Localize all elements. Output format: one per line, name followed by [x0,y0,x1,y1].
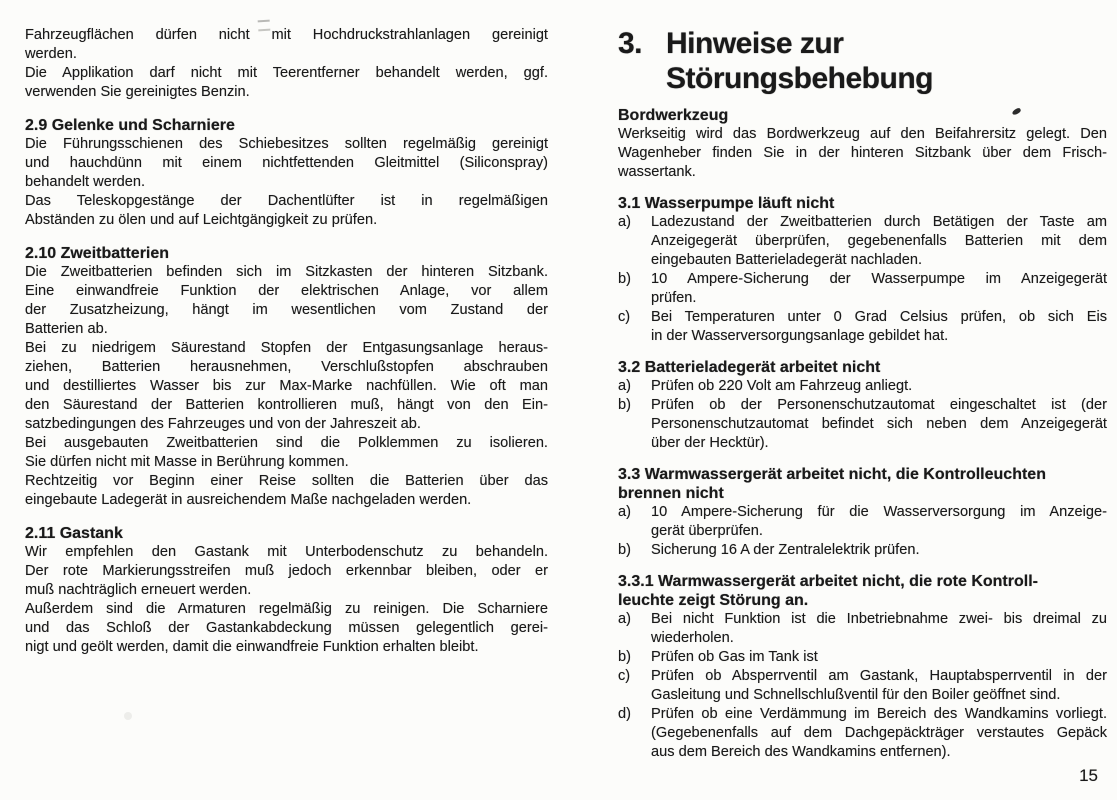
text-line: eingebaute Ladegerät in ausreichendem Maße nachgeladen werden. [25,492,472,508]
text-line: Prüfen ob Gas im Tank ist [651,649,818,665]
paragraph-acid-level [25,339,548,434]
text-line: Bei nicht Funktion ist die Inbetriebnahme zwei- bis dreimal zu [651,611,1107,627]
scan-artifact [124,712,132,720]
list-item [618,667,1107,705]
text-line: der Zusatzheizung, hängt im wesentlichen vom Zustand der [25,302,548,318]
text-line: Ladezustand der Zweitbatterien durch Betätigen der Taste am [651,214,1107,230]
list-item-text [651,270,1107,308]
text-line: in der Wasserversorgungsanlage gebildet hat. [651,328,949,344]
list-item-text [651,377,1107,396]
text-line: und hauchdünn mit einem nichtfettenden Gleitmittel (Siliconspray) [25,155,548,171]
list-item-label: c) [618,309,631,325]
list-item [618,648,1107,667]
list-item-text [651,610,1107,648]
text-line: 3.3 Warmwassergerät arbeitet nicht, die Kontrolleuchten [618,466,1046,483]
text-line: prüfen. [651,290,697,306]
list-item-label: a) [618,378,631,394]
text-line: Batterien ab. [25,321,108,337]
section-heading-2-10: 2.10 Zweitbatterien [25,245,170,262]
list-item-label: d) [618,706,631,722]
text-line: Eine einwandfreie Funktion der elektrischen Anlage, vor allem [25,283,548,299]
text-line: Sie dürfen nicht mit Masse in Berührung kommen. [25,454,349,470]
right-column [618,22,1107,762]
section-heading-3-3-1 [618,572,1107,610]
list-3-3-1 [618,610,1107,762]
page-number: 15 [1079,766,1098,785]
paragraph-telescope-rods [25,192,548,230]
text-line: werden. [25,46,77,62]
paragraph-cleaning [25,26,548,64]
text-line: 10 Ampere-Sicherung der Wasserpumpe im Anzeigegerät [651,271,1107,287]
text-line: Rechtzeitig vor Beginn einer Reise sollten die Batterien über das [25,473,548,489]
text-line: Prüfen ob eine Verdämmung im Bereich des Wandkamins vorliegt. [651,706,1107,722]
text-line: Anzeigegerät überprüfen, gegebenenfalls Batterien mit dem [651,233,1107,249]
text-line: muß nachträglich erneuert werden. [25,582,252,598]
text-line: Prüfen ob Absperrventil am Gastank, Hauptabsperrventil in der [651,668,1107,684]
list-item-label: c) [618,668,631,684]
text-line: wiederholen. [651,630,734,646]
text-line: und destilliertes Wasser bis zur Max-Marke nachfüllen. Wie oft man [25,378,548,394]
text-line: Die Applikation darf nicht mit Teerentferner behandelt werden, ggf. [25,65,548,81]
text-line: Prüfen ob der Personenschutzautomat eingeschaltet ist (der [651,397,1107,413]
text-line: über der Hecktür). [651,435,769,451]
text-line: Störungsbehebung [666,62,933,95]
text-line: Das Teleskopgestänge der Dachentlüfter ist in regelmäßigen [25,193,548,209]
text-line: Gasleitung und Schnellschlußventil für den Boiler geöffnet sind. [651,687,1061,703]
text-line: Personenschutzautomat befindet sich neben dem Anzeigegerät [651,416,1107,432]
text-line: brennen nicht [618,485,724,502]
list-item [618,705,1107,762]
list-3-1 [618,213,1107,346]
list-item [618,396,1107,453]
text-line: verwenden Sie gereinigtes Benzin. [25,84,250,100]
list-item-label: b) [618,649,631,665]
paragraph-guide-rails [25,135,548,192]
text-line: Sicherung 16 A der Zentralelektrik prüfen. [651,542,920,558]
list-item [618,503,1107,541]
section-heading-2-11: 2.11 Gastank [25,525,123,542]
list-item-label: b) [618,271,631,287]
text-line: 10 Ampere-Sicherung für die Wasserversorgung im Anzeige- [651,504,1107,520]
list-item [618,308,1107,346]
chapter-title [618,26,1107,96]
text-line: Wagenheber finden Sie in der hinteren Sitzbank über dem Frisch- [618,145,1107,161]
text-line: (Gegebenenfalls auf dem Dachgepäckträger verstautes Gepäck [651,725,1107,741]
section-heading-3-1: 3.1 Wasserpumpe läuft nicht [618,195,835,212]
list-item-label: b) [618,542,631,558]
paragraph-application [25,64,548,102]
text-line: Der rote Markierungsstreifen muß jedoch erkennbar bleiben, oder er [25,563,548,579]
text-line: Die Führungsschienen des Schiebesitzes sollten regelmäßig gereinigt [25,136,548,152]
list-item-text [651,308,1107,346]
text-line: wassertank. [618,164,696,180]
list-item-label: b) [618,397,631,413]
text-line: und das Schloß der Gastankabdeckung müssen gelegentlich gerei- [25,620,548,636]
text-line: leuchte zeigt Störung an. [618,592,809,609]
list-item-label: a) [618,214,631,230]
section-heading-3-2: 3.2 Batterieladegerät arbeitet nicht [618,359,881,376]
section-heading-bordwerkzeug: Bordwerkzeug [618,107,729,124]
text-line: 3.3.1 Warmwassergerät arbeitet nicht, die rote Kontroll- [618,573,1038,590]
text-line: nigt und geölt werden, damit die einwandfreie Funktion erhalten bleibt. [25,639,479,655]
text-line: Wir empfehlen den Gastank mit Unterbodenschutz zu behandeln. [25,544,548,560]
list-3-3 [618,503,1107,560]
list-item [618,610,1107,648]
paragraph-gas-tank-fittings [25,600,548,657]
paragraph-bordwerkzeug [618,125,1107,182]
text-line: behandelt werden. [25,174,146,190]
paragraph-batteries-location [25,263,548,339]
section-heading-2-9: 2.9 Gelenke und Scharniere [25,117,235,134]
text-line: Bei Temperaturen unter 0 Grad Celsius prüfen, ob sich Eis [651,309,1107,325]
text-line: Prüfen ob 220 Volt am Fahrzeug anliegt. [651,378,913,394]
text-line: Fahrzeugflächen dürfen nicht mit Hochdruckstrahlanlagen gereinigt [25,27,548,43]
text-line: Bei ausgebauten Zweitbatterien sind die Polklemmen zu isolieren. [25,435,548,451]
text-line: den Säurestand der Batterien kontrollieren muß, hängt von den Ein- [25,397,548,413]
text-line: gerät überprüfen. [651,523,763,539]
text-line: Hinweise zur [666,27,844,60]
list-item [618,541,1107,560]
list-item-text [651,503,1107,541]
paragraph-gas-tank-coating [25,543,548,600]
list-item-text [651,667,1107,705]
text-line: Bei zu niedrigem Säurestand Stopfen der Entgasungsanlage heraus- [25,340,548,356]
list-item [618,213,1107,270]
text-line: Außerdem sind die Armaturen regelmäßig zu reinigen. Die Scharniere [25,601,548,617]
scan-artifact [258,20,271,32]
list-item-text [651,705,1107,762]
list-item-text [651,648,1107,667]
chapter-number: 3. [618,27,643,60]
paragraph-recharging [25,472,548,510]
list-item-text [651,541,1107,560]
list-item-label: a) [618,611,631,627]
section-heading-3-3 [618,465,1107,503]
list-3-2 [618,377,1107,453]
text-line: satzbedingungen des Fahrzeuges und von der Jahreszeit ab. [25,416,421,432]
list-item-label: a) [618,504,631,520]
text-line: Die Zweitbatterien befinden sich im Sitzkasten der hinteren Sitzbank. [25,264,548,280]
left-column [25,26,548,657]
paragraph-pole-clamps [25,434,548,472]
text-line: eingebauten Batterieladegerät nachladen. [651,252,923,268]
list-item [618,377,1107,396]
text-line: aus dem Bereich des Wandkamins entfernen). [651,744,951,760]
chapter-title-text [666,26,933,96]
list-item [618,270,1107,308]
list-item-text [651,396,1107,453]
text-line: Werkseitig wird das Bordwerkzeug auf den Beifahrersitz gelegt. Den [618,126,1107,142]
text-line: ziehen, Batterien herausnehmen, Verschlußstopfen abschrauben [25,359,548,375]
text-line: Abständen zu ölen und auf Leichtgängigkeit zu prüfen. [25,212,378,228]
list-item-text [651,213,1107,270]
